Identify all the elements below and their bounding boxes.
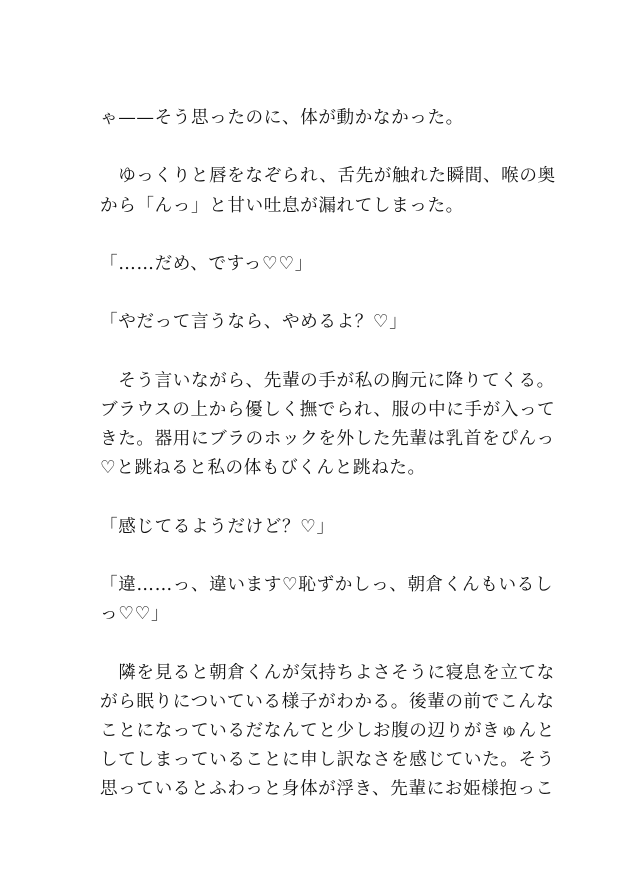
blank-line (100, 133, 545, 162)
text-line: ことになっているだなんてと少しお腹の辺りがきゅんと (100, 720, 555, 741)
text-line: ♡と跳ねると私の体もびくんと跳ねた。 (100, 458, 426, 479)
text-line: ブラウスの上から優しく撫でられ、服の中に手が入って (100, 399, 556, 420)
blank-line (100, 279, 545, 308)
text-line: きた。器用にブラのホックを外した先輩は乳首をぴんっ (100, 429, 555, 450)
text-line: から「んっ」と甘い吐息が漏れてしまった。 (100, 195, 464, 216)
blank-line (100, 629, 545, 658)
blank-line (100, 483, 545, 512)
blank-line (100, 221, 545, 250)
text-line: ゃ——そう思ったのに、体が動かなかった。 (100, 108, 464, 128)
body-text (100, 104, 556, 805)
text-line: 思っているとふわっと身体が浮き、先輩にお姫様抱っこ (100, 779, 554, 800)
blank-line (100, 338, 545, 367)
text-line: ゆっくりと唇をなぞられ、舌先が触れた瞬間、喉の奥 (100, 166, 556, 187)
text-line: 「感じてるようだけど？♡」 (100, 516, 335, 537)
text-line: そう言いながら、先輩の手が私の胸元に降りてくる。 (100, 370, 555, 391)
text-line: がら眠りについている様子がわかる。後輩の前でこんな (100, 691, 555, 712)
text-line: 「やだって言うなら、やめるよ？♡」 (100, 312, 408, 333)
text-line: 隣を見ると朝倉くんが気持ちよさそうに寝息を立てな (100, 662, 555, 683)
text-line: 「……だめ、ですっ♡♡」 (100, 253, 313, 274)
text-line: っ♡♡」 (100, 604, 170, 625)
blank-line (100, 542, 545, 571)
text-line: 「違……っ、違います♡恥ずかしっ、朝倉くんもいるし (100, 575, 554, 595)
text-line: してしまっていることに申し訳なさを感じていた。そう (100, 750, 555, 771)
